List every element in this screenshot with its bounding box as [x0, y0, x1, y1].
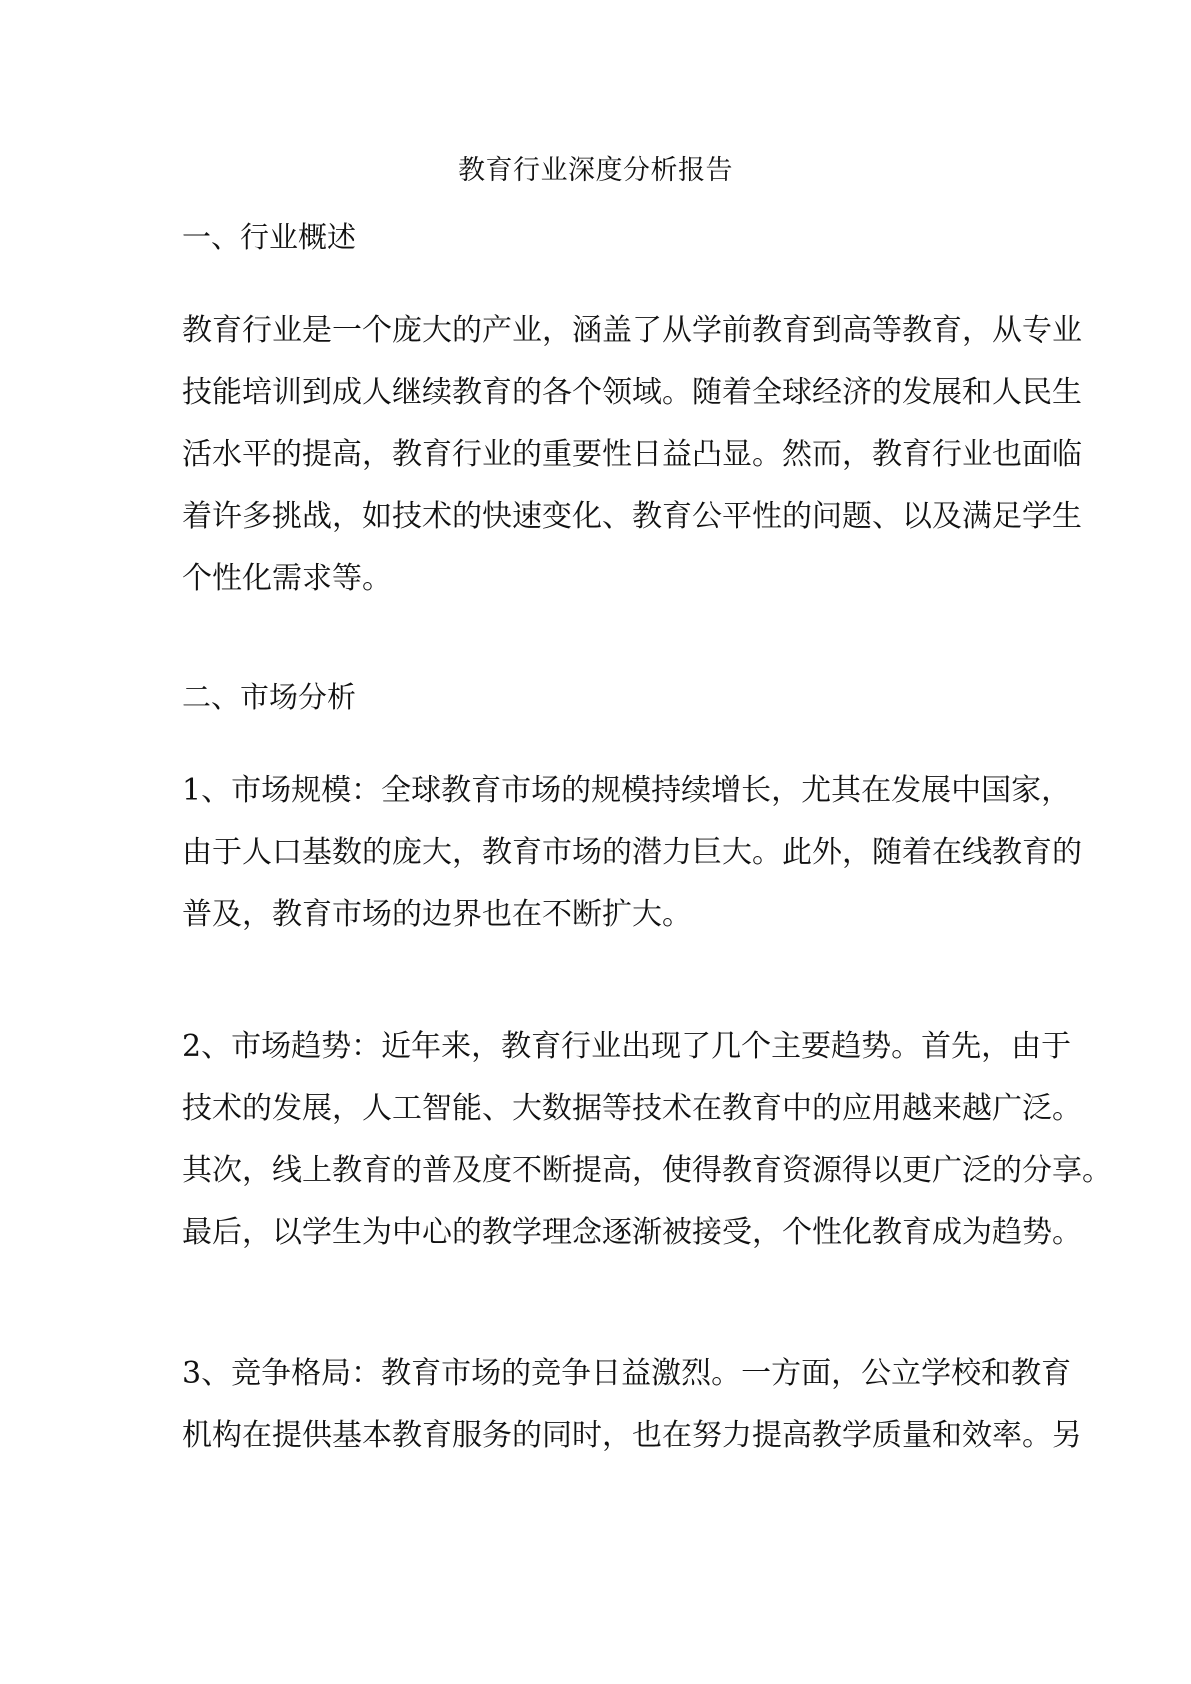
paragraph-market-trends — [182, 1016, 1112, 1264]
section-heading-overview: 一、行业概述 — [182, 220, 357, 254]
paragraph-line: 2、市场趋势：近年来，教育行业出现了几个主要趋势。首先，由于 — [182, 1029, 1072, 1064]
section-heading-market: 二、市场分析 — [182, 680, 357, 714]
paragraph-overview — [182, 300, 1082, 610]
paragraph-line: 技术的发展，人工智能、大数据等技术在教育中的应用越来越广泛。 — [182, 1091, 1082, 1126]
paragraph-line: 机构在提供基本教育服务的同时，也在努力提高教学质量和效率。另 — [182, 1418, 1082, 1453]
paragraph-line: 着许多挑战，如技术的快速变化、教育公平性的问题、以及满足学生 — [182, 499, 1082, 534]
paragraph-line: 普及，教育市场的边界也在不断扩大。 — [182, 897, 692, 932]
paragraph-line: 3、竞争格局：教育市场的竞争日益激烈。一方面，公立学校和教育 — [182, 1356, 1072, 1391]
paragraph-market-size — [182, 760, 1082, 946]
paragraph-line: 其次，线上教育的普及度不断提高，使得教育资源得以更广泛的分享。 — [182, 1153, 1112, 1188]
paragraph-line: 1、市场规模：全球教育市场的规模持续增长，尤其在发展中国家， — [182, 773, 1072, 808]
document-title: 教育行业深度分析报告 — [458, 155, 733, 186]
paragraph-line: 由于人口基数的庞大，教育市场的潜力巨大。此外，随着在线教育的 — [182, 835, 1082, 870]
paragraph-line: 个性化需求等。 — [182, 561, 392, 596]
paragraph-line: 技能培训到成人继续教育的各个领域。随着全球经济的发展和人民生 — [182, 375, 1082, 410]
paragraph-competition — [182, 1343, 1082, 1467]
paragraph-line: 教育行业是一个庞大的产业，涵盖了从学前教育到高等教育，从专业 — [182, 313, 1082, 348]
paragraph-line: 活水平的提高，教育行业的重要性日益凸显。然而，教育行业也面临 — [182, 437, 1082, 472]
paragraph-line: 最后，以学生为中心的教学理念逐渐被接受，个性化教育成为趋势。 — [182, 1215, 1082, 1250]
